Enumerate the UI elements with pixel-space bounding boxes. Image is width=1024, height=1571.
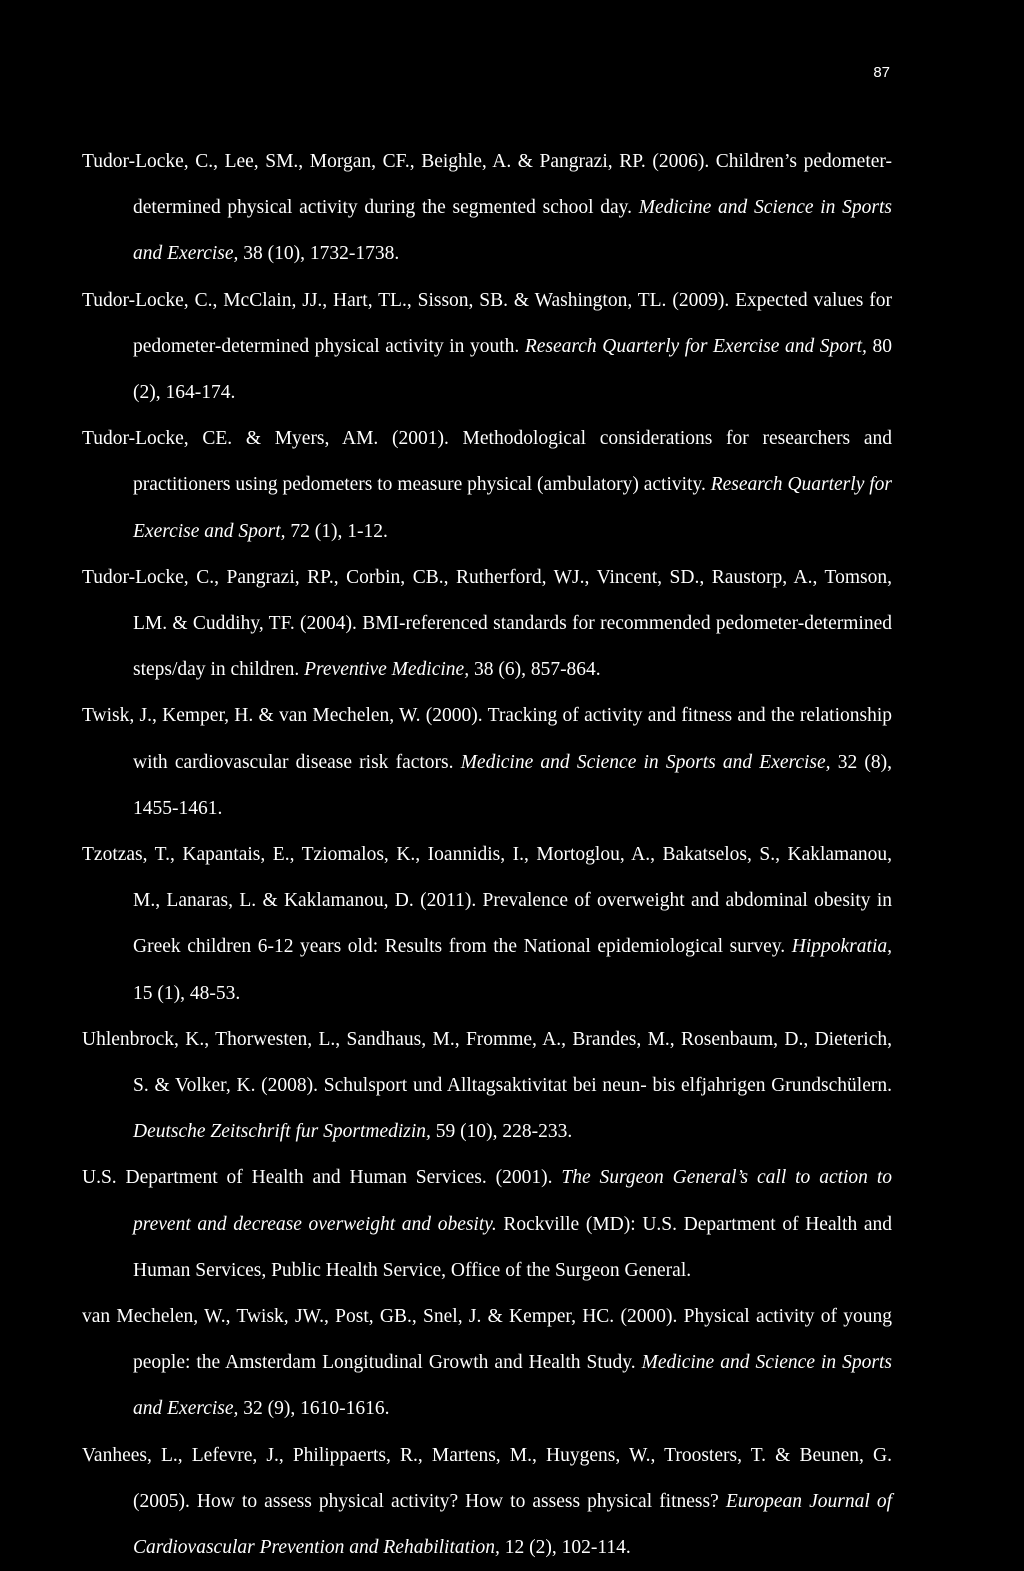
reference-text: Twisk, J., Kemper, H. & van Mechelen, W. (2000). Tracking of activity and fitness and the relationship with cardiovascular disease risk factors. <box>82 705 892 773</box>
reference-list <box>82 139 892 1571</box>
reference-details: 59 (10), 228-233. <box>430 1121 573 1143</box>
reference-details: 32 (8), 1455-1461. <box>133 751 893 819</box>
reference-entry <box>82 1155 892 1294</box>
reference-journal: Medicine and Science in Sports and Exercise, <box>133 197 892 265</box>
reference-details: 38 (6), 857-864. <box>469 659 601 681</box>
reference-journal: The Surgeon General’s call to action to prevent and decrease overweight and obesity. <box>133 1167 892 1235</box>
reference-entry <box>82 278 892 417</box>
reference-journal: Research Quarterly for Exercise and Sport, <box>524 335 867 357</box>
reference-journal: European Journal of Cardiovascular Prevention and Rehabilitation, <box>133 1490 893 1559</box>
reference-text: Tudor-Locke, CE. & Myers, AM. (2001). Methodological considerations for researchers and practitioners using pedometers to measure physical (ambulatory) activity. <box>82 428 892 496</box>
reference-journal: Research Quarterly for Exercise and Sport, <box>133 474 892 542</box>
reference-details: Rockville (MD): U.S. Department of Health and Human Services, Public Health Service, Office of the Surgeon General. <box>133 1213 892 1281</box>
reference-entry <box>82 555 892 694</box>
reference-text: Tzotzas, T., Kapantais, E., Tziomalos, K., Ioannidis, I., Mortoglou, A., Bakatselos, S., Kaklamanou, M., Lanaras, L. & Kaklamanou, D. (2011). Prevalence of overweight and abdominal obesity in Greek children 6-12 years old: Results from the National epidemiological survey. <box>82 844 892 958</box>
reference-journal: Medicine and Science in Sports and Exercise, <box>133 1352 892 1420</box>
reference-journal: Hippokratia, <box>791 936 892 958</box>
reference-text: Tudor-Locke, C., Pangrazi, RP., Corbin, CB., Rutherford, WJ., Vincent, SD., Raustorp, A., Tomson, LM. & Cuddihy, TF. (2004). BMI-referenced standards for recommended pedometer-determined steps/day in children. <box>82 566 892 681</box>
reference-journal: Deutsche Zeitschrift fur Sportmedizin, <box>133 1121 431 1143</box>
reference-details: 15 (1), 48-53. <box>133 982 241 1004</box>
reference-text: Vanhees, L., Lefevre, J., Philippaerts, R., Martens, M., Huygens, W., Troosters, T. & Beunen, G. (2005). How to assess physical activity? How to assess physical fitness? <box>82 1444 892 1512</box>
reference-entry <box>82 1017 892 1156</box>
reference-text: U.S. Department of Health and Human Services. (2001). <box>82 1167 562 1189</box>
reference-journal: Medicine and Science in Sports and Exercise, <box>460 751 831 773</box>
reference-entry <box>82 832 892 1017</box>
reference-details: 32 (9), 1610-1616. <box>238 1398 390 1420</box>
reference-text: van Mechelen, W., Twisk, JW., Post, GB., Snel, J. & Kemper, HC. (2000). Physical activity of young people: the Amsterdam Longitudinal Growth and Health Study. <box>82 1306 892 1374</box>
reference-details: 80 (2), 164-174. <box>133 335 892 404</box>
reference-details: 72 (1), 1-12. <box>285 520 388 542</box>
reference-details: 38 (10), 1732-1738. <box>238 243 400 265</box>
reference-entry <box>82 416 892 555</box>
reference-journal: Preventive Medicine, <box>304 659 470 681</box>
reference-text: Uhlenbrock, K., Thorwesten, L., Sandhaus, M., Fromme, A., Brandes, M., Rosenbaum, D., Dieterich, S. & Volker, K. (2008). Schulsport und Alltagsaktivitat bei neun- bis elfjahrigen Grundschülern. <box>82 1028 892 1097</box>
reference-details: 12 (2), 102-114. <box>499 1537 631 1559</box>
reference-text: Tudor-Locke, C., Lee, SM., Morgan, CF., Beighle, A. & Pangrazi, RP. (2006). Children’s pedometer-determined physical activity during the segmented school day. <box>82 151 892 219</box>
reference-entry <box>82 1433 892 1571</box>
reference-text: Tudor-Locke, C., McClain, JJ., Hart, TL., Sisson, SB. & Washington, TL. (2009). Expected values for pedometer-determined physical activity in youth. <box>82 289 892 357</box>
reference-entry <box>82 1294 892 1433</box>
reference-entry <box>82 693 892 832</box>
page-number: 87 <box>873 64 890 81</box>
reference-entry <box>82 139 892 278</box>
